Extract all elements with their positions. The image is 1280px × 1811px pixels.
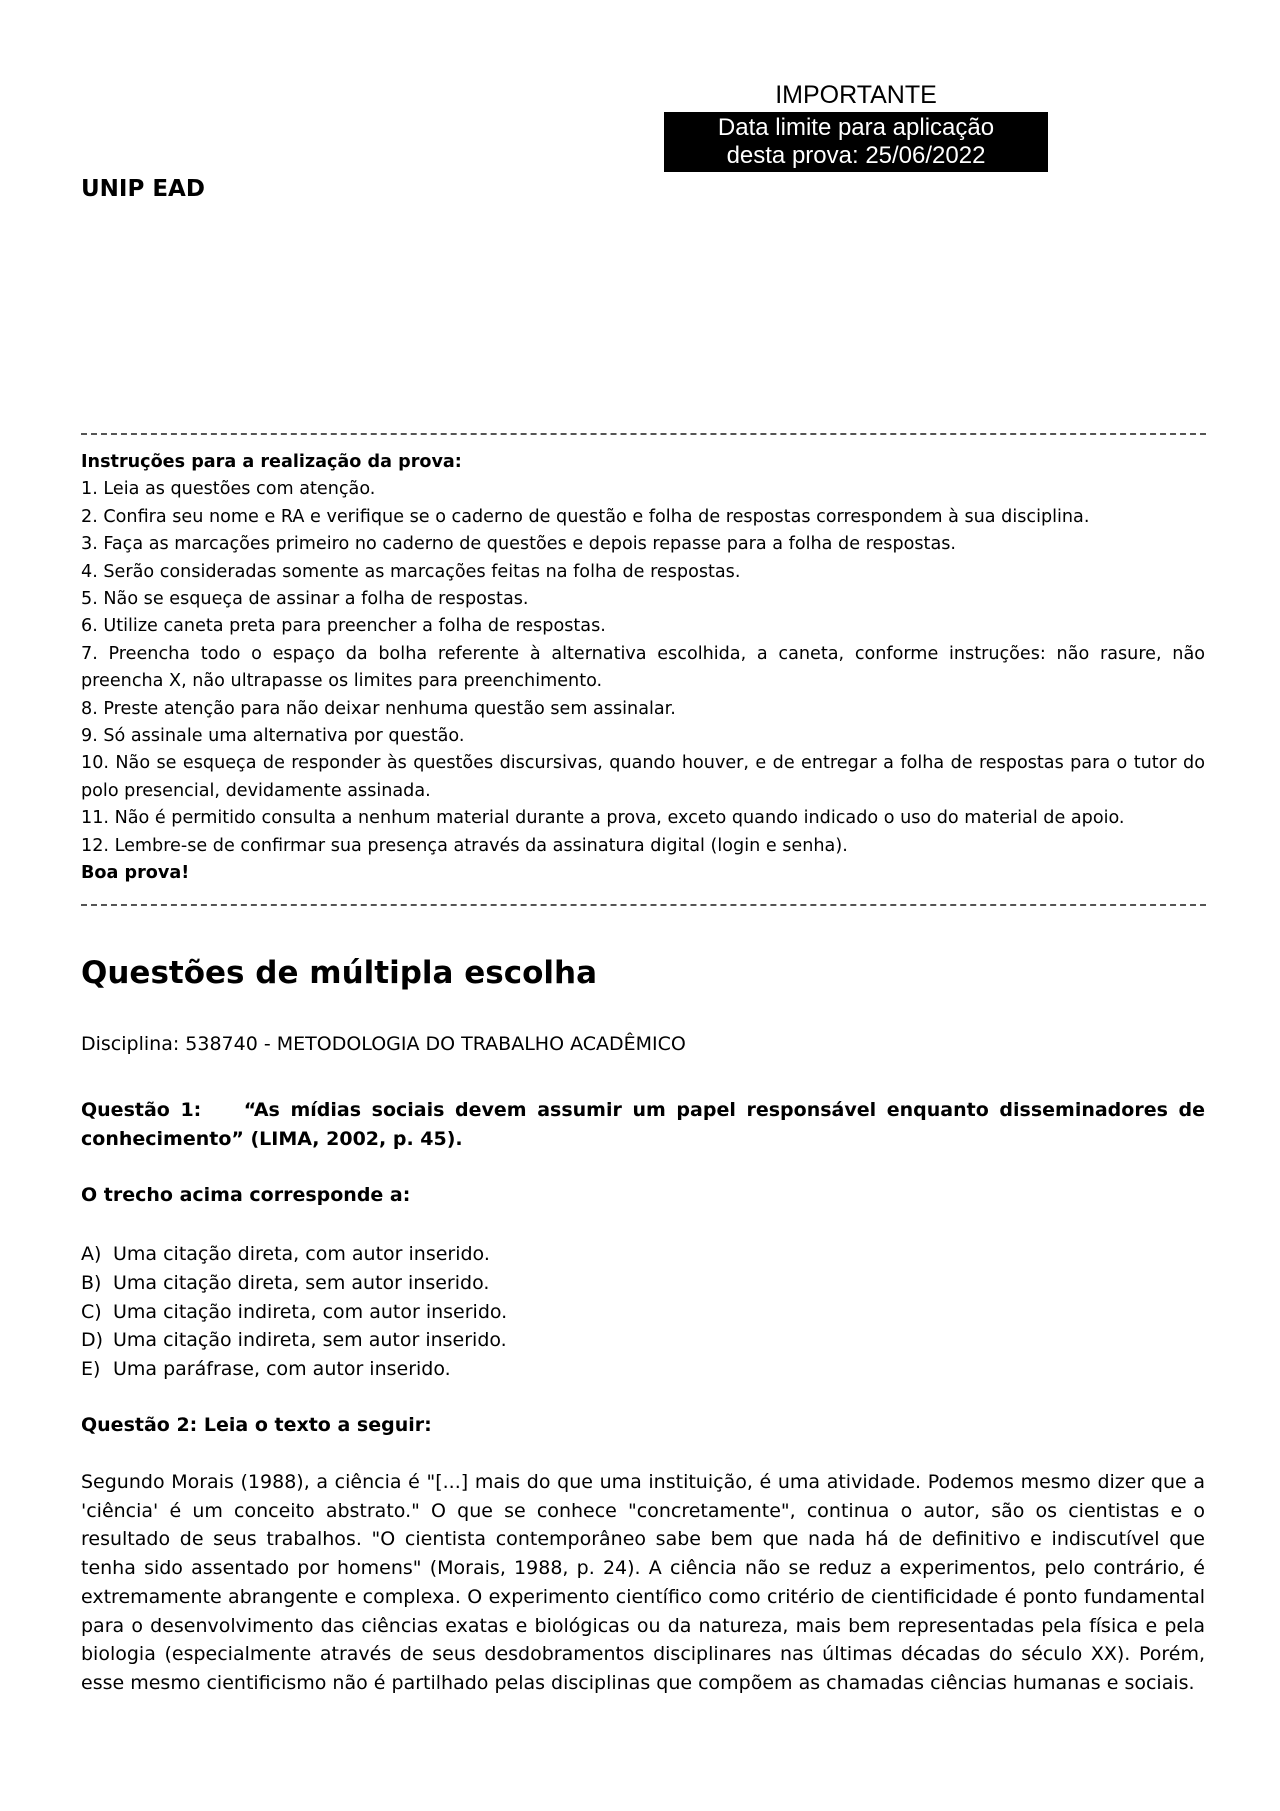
instruction-item: 8. Preste atenção para não deixar nenhuma questão sem assinalar. <box>81 698 676 719</box>
option-letter: A) <box>81 1243 102 1265</box>
question-2-text: Segundo Morais (1988), a ciência é "[...] mais do que uma instituição, é uma atividade. Podemos mesmo dizer que a 'ciência' é um conceito abstrato." O que se conhece "concretamente", continua o autor, são os cientistas e o resultado de seus trabalhos. "O cientista contemporâneo sabe bem que nada há de definitivo e indiscutível que tenha sido assentado por homens" (Morais, 1988, p. 24). A ciência não se reduz a experimentos, pelo contrário, é extremamente abrangente e complexa. O experimento científico como critério de cientificidade é ponto fundamental para o desenvolvimento das ciências exatas e biológicas ou da natureza, mais bem representadas pela física e pela biologia (especialmente através de seus desdobramentos disciplinares nas últimas décadas do século XX). Porém, esse mesmo cientificismo não é partilhado pelas disciplinas que compõem as chamadas ciências humanas e sociais. <box>81 1471 1205 1694</box>
option-text: Uma citação direta, sem autor inserido. <box>113 1271 490 1294</box>
deadline-box <box>664 112 1048 172</box>
instruction-item: 11. Não é permitido consulta a nenhum material durante a prova, exceto quando indicado o uso do material de apoio. <box>81 808 1125 829</box>
instruction-item: 9. Só assinale uma alternativa por questão. <box>81 726 465 747</box>
option-letter: E) <box>81 1358 101 1381</box>
discipline-label: Disciplina: 538740 - METODOLOGIA DO TRABALHO ACADÊMICO <box>81 1033 686 1055</box>
option-letter: C) <box>81 1300 102 1323</box>
question-1-prompt: O trecho acima corresponde a: <box>81 1184 411 1206</box>
important-title: IMPORTANTE <box>775 81 937 109</box>
institution-name: UNIP EAD <box>81 176 205 202</box>
option-b <box>81 1269 507 1298</box>
option-d <box>81 1326 507 1355</box>
instruction-item: 10. Não se esqueça de responder às questões discursivas, quando houver, e de entregar a folha de respostas para o tutor do polo presencial, devidamente assinada. <box>81 753 1205 801</box>
instructions-block <box>81 449 1205 888</box>
instruction-item: 7. Preencha todo o espaço da bolha referente à alternativa escolhida, a caneta, conforme instruções: não rasure, não preencha X, não ultrapasse os limites para preenchimento. <box>81 643 1205 692</box>
option-e <box>81 1355 507 1384</box>
instruction-item: 3. Faça as marcações primeiro no caderno de questões e depois repasse para a folha de respostas. <box>81 534 956 555</box>
instruction-item: 2. Confira seu nome e RA e verifique se o caderno de questão e folha de respostas correspondem à sua disciplina. <box>81 506 1090 527</box>
instruction-item: 6. Utilize caneta preta para preencher a folha de respostas. <box>81 616 606 637</box>
deadline-line-2: desta prova: 25/06/2022 <box>726 142 986 169</box>
option-text: Uma paráfrase, com autor inserido. <box>113 1358 451 1381</box>
question-1-text: “As mídias sociais devem assumir um papel responsável enquanto disseminadores de conhecimento” (LIMA, 2002, p. 45). <box>81 1099 1206 1150</box>
section-title: Questões de múltipla escolha <box>81 955 598 991</box>
instruction-item: 12. Lembre-se de confirmar sua presença através da assinatura digital (login e senha). <box>81 835 848 856</box>
option-c <box>81 1298 507 1327</box>
option-letter: D) <box>81 1329 104 1352</box>
instruction-item: 4. Serão consideradas somente as marcações feitas na folha de respostas. <box>81 561 741 582</box>
option-a <box>81 1240 507 1269</box>
option-text: Uma citação direta, com autor inserido. <box>113 1243 490 1265</box>
question-2-label: Questão 2: Leia o texto a seguir: <box>81 1414 432 1436</box>
instructions-closing: Boa prova! <box>81 863 190 884</box>
question-1-options <box>81 1240 507 1384</box>
option-letter: B) <box>81 1271 102 1294</box>
instructions-title: Instruções para a realização da prova: <box>81 452 462 472</box>
important-notice <box>664 80 1048 172</box>
instruction-item: 5. Não se esqueça de assinar a folha de respostas. <box>81 589 529 610</box>
question-1-label: Questão 1: <box>81 1099 202 1121</box>
question-1 <box>81 1096 1205 1154</box>
divider-top <box>81 433 1206 435</box>
option-text: Uma citação indireta, sem autor inserido. <box>113 1329 507 1352</box>
option-text: Uma citação indireta, com autor inserido. <box>113 1300 508 1323</box>
deadline-line-1: Data limite para aplicação <box>717 114 995 141</box>
instruction-item: 1. Leia as questões com atenção. <box>81 479 376 500</box>
divider-bottom <box>81 904 1206 906</box>
